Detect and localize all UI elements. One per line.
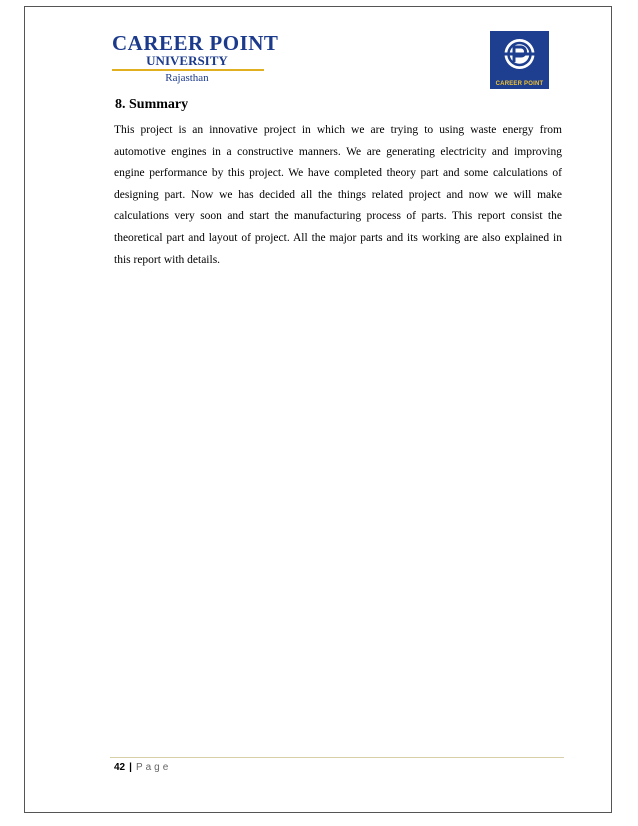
logo-location: Rajasthan [165, 72, 209, 84]
emblem-icon [490, 31, 549, 81]
footer-rule [110, 757, 564, 758]
footer-separator: | [129, 762, 132, 773]
logo-title: CAREER POINT [112, 31, 279, 55]
page-footer [114, 762, 171, 773]
emblem-caption: CAREER POINT [495, 81, 544, 87]
logo-subtitle: UNIVERSITY [146, 53, 228, 68]
career-point-emblem [490, 31, 549, 89]
page-number: 42 [114, 762, 126, 773]
summary-paragraph: This project is an innovative project in which we are trying to using waste energy from automotive engines in a constructive manners. We are generating electricity and improving engine performance by this project. We have completed theory part and some calculations of designing part. Now we has decided all the things related project and now we will make calculations very soon and start the manufacturing process of parts. This report consist the theoretical part and layout of project. All the major parts and its working are also explained in this report with details. [114, 124, 562, 266]
section-heading: 8. Summary [115, 97, 189, 112]
page-label: Page [135, 762, 172, 773]
logo-rule [112, 69, 264, 71]
university-logo [112, 31, 279, 96]
